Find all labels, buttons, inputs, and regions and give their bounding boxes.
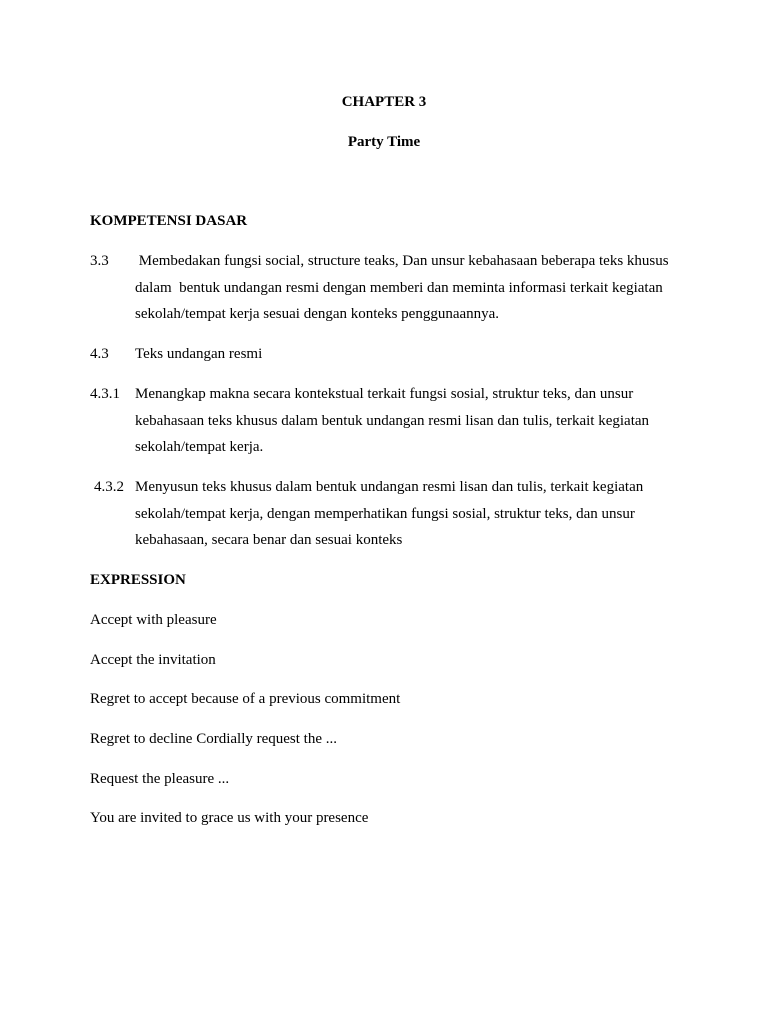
item-text-line: sekolah/tempat kerja. xyxy=(135,439,264,455)
item-text xyxy=(135,474,685,554)
expression-heading: EXPRESSION xyxy=(90,572,186,588)
item-text-line: kebahasaan, secara benar dan sesuai konteks xyxy=(135,532,403,548)
item-text-line: kebahasaan teks khusus dalam bentuk undangan resmi lisan dan tulis, terkait kegiatan xyxy=(135,412,650,429)
item-text xyxy=(135,248,685,328)
expression-item: Accept with pleasure xyxy=(90,612,217,628)
item-text-line: sekolah/tempat kerja sesuai dengan konteks penggunaannya. xyxy=(135,306,500,322)
kompetensi-item xyxy=(90,474,690,554)
item-text-line: Menangkap makna secara kontekstual terkait fungsi sosial, struktur teks, dan unsur xyxy=(135,386,634,402)
expression-item: Regret to accept because of a previous commitment xyxy=(90,691,401,707)
chapter-subtitle: Party Time xyxy=(347,134,421,150)
item-text-line: sekolah/tempat kerja, dengan memperhatikan fungsi sosial, struktur teks, dan unsur xyxy=(135,505,635,522)
item-text-line: Menyusun teks khusus dalam bentuk undangan resmi lisan dan tulis, terkait kegiatan xyxy=(135,479,644,495)
expression-item: Request the pleasure ... xyxy=(90,771,230,787)
expression-item: Regret to decline Cordially request the ... xyxy=(90,731,338,747)
kompetensi-item xyxy=(90,248,690,328)
item-number: 3.3 xyxy=(90,253,109,269)
item-text-line: dalam bentuk undangan resmi dengan memberi dan meminta informasi terkait kegiatan xyxy=(135,279,663,296)
expression-item: Accept the invitation xyxy=(90,652,216,668)
expression-item: You are invited to grace us with your presence xyxy=(90,810,369,826)
item-text-line: Teks undangan resmi xyxy=(135,346,263,362)
item-text xyxy=(135,341,685,368)
item-text-line: Membedakan fungsi social, structure teaks, Dan unsur kebahasaan beberapa teks khusus xyxy=(135,253,669,269)
kompetensi-item xyxy=(90,341,690,368)
kompetensi-heading: KOMPETENSI DASAR xyxy=(90,213,248,229)
item-number: 4.3.2 xyxy=(94,479,124,495)
kompetensi-item xyxy=(90,381,690,461)
chapter-title: CHAPTER 3 xyxy=(341,94,427,110)
item-number: 4.3 xyxy=(90,346,109,362)
item-number: 4.3.1 xyxy=(90,386,120,402)
item-text xyxy=(135,381,685,461)
